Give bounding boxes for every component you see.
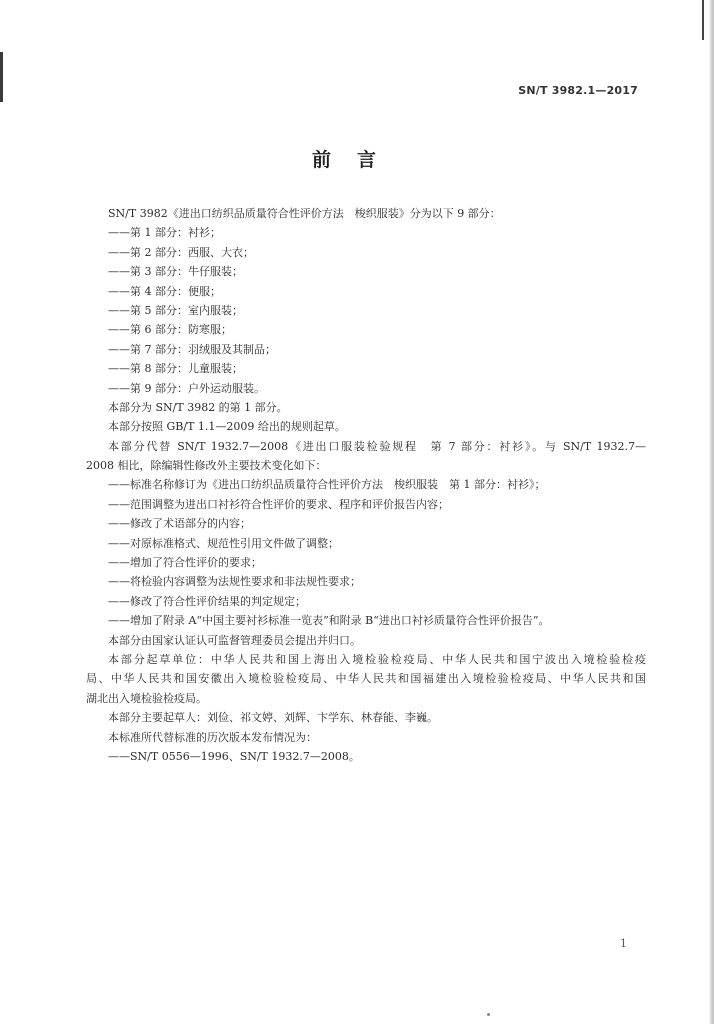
document-code: SN/T 3982.1—2017: [518, 84, 638, 97]
paragraph-drafting-units-cont: 局、中华人民共和国安徽出入境检验检疫局、中华人民共和国福建出入境检验检疫局、中华人民共和国: [86, 672, 646, 686]
paragraph-drafting-units: 本部分起草单位：中华人民共和国上海出入境检验检疫局、中华人民共和国宁波出入境检验检疫: [108, 652, 646, 666]
list-item-part-7: ——第 7 部分：羽绒服及其制品；: [108, 342, 276, 356]
list-item-part-5: ——第 5 部分：室内服装；: [108, 303, 243, 317]
change-item-inspection: ——将检验内容调整为法规性要求和非法规性要求；: [108, 575, 361, 589]
list-item-part-9: ——第 9 部分：户外运动服装。: [108, 381, 265, 395]
paragraph-intro: SN/T 3982《进出口纺织品质量符合性评价方法 梭织服装》分为以下 9 部分：: [108, 207, 501, 220]
page-number: 1: [620, 937, 627, 950]
paragraph-history: 本标准所代替标准的历次版本发布情况为：: [108, 730, 317, 744]
paragraph-part-statement: 本部分为 SN/T 3982 的第 1 部分。: [108, 400, 288, 414]
paragraph-replacement-cont: 2008 相比，除编辑性修改外主要技术变化如下：: [86, 459, 327, 473]
document-body: [86, 204, 646, 766]
list-item-part-8: ——第 8 部分：儿童服装；: [108, 362, 243, 376]
paragraph-proposer: 本部分由国家认证认可监督管理委员会提出并归口。: [108, 633, 361, 647]
list-item-part-1: ——第 1 部分：衬衫；: [108, 226, 221, 240]
change-item-scope: ——范围调整为进出口衬衫符合性评价的要求、程序和评价报告内容；: [108, 497, 449, 511]
list-item-part-4: ——第 4 部分：便服；: [108, 284, 221, 298]
change-item-terms: ——修改了术语部分的内容；: [108, 517, 251, 531]
change-item-format: ——对原标准格式、规范性引用文件做了调整；: [108, 536, 339, 550]
paragraph-drafting-units-end: 湖北出入境检验检疫局。: [86, 691, 207, 705]
list-item-part-6: ——第 6 部分：防寒服；: [108, 323, 232, 337]
scan-edge-mark-right: [702, 0, 704, 40]
change-item-title: ——标准名称修订为《进出口纺织品质量符合性评价方法 梭织服装 第 1 部分：衬衫》；: [108, 478, 546, 492]
change-item-judgement: ——修改了符合性评价结果的判定规定；: [108, 594, 306, 608]
paragraph-drafting-rules: 本部分按照 GB/T 1.1—2009 给出的规则起草。: [108, 420, 346, 434]
list-item-part-2: ——第 2 部分：西服、大衣；: [108, 245, 254, 259]
paragraph-replacement: 本部分代替 SN/T 1932.7—2008《进出口服装检验规程 第 7 部分：衬衫》。与 SN/T 1932.7—: [108, 439, 646, 453]
change-item-annex: ——增加了附录 A“中国主要衬衫标准一览表”和附录 B“进出口衬衫质量符合性评价报告”。: [108, 614, 550, 628]
history-item: ——SN/T 0556—1996、SN/T 1932.7—2008。: [108, 749, 360, 763]
change-item-requirements: ——增加了符合性评价的要求；: [108, 556, 262, 570]
paragraph-drafters: 本部分主要起草人：刘俭、祁文婷、刘辉、卞学东、林春能、李巍。: [108, 711, 438, 725]
list-item-part-3: ——第 3 部分：牛仔服装；: [108, 265, 243, 279]
page-title: 前言: [311, 149, 402, 171]
scan-dust-speck: [487, 1013, 490, 1016]
scan-edge-mark-left: [0, 52, 3, 102]
